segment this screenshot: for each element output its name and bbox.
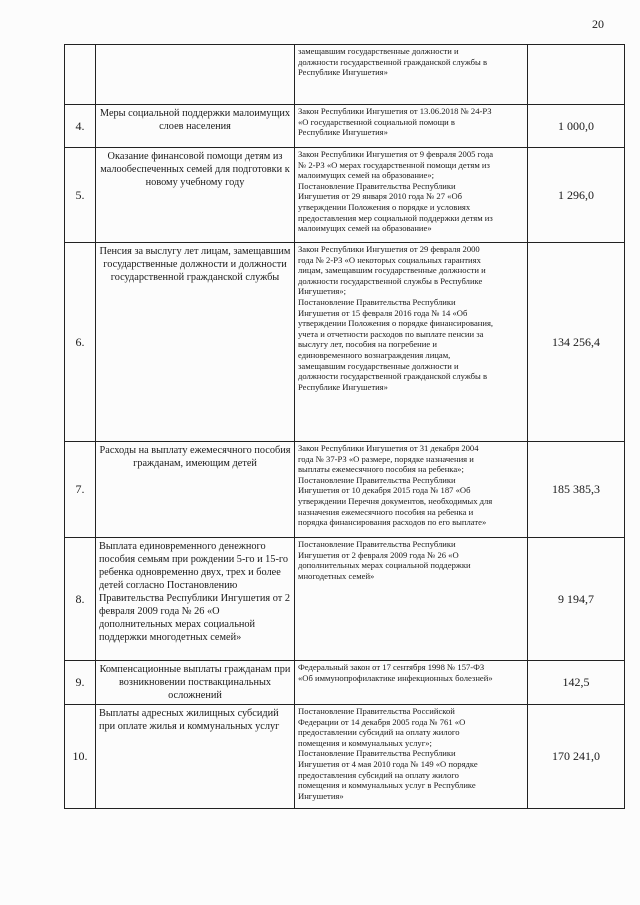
row-legal-basis: Постановление Правительства Республики Ингушетия от 2 февраля 2009 года № 26 «О дополнительных мерах социальной поддержки многодетных семей» — [295, 538, 528, 661]
row-amount: 142,5 — [528, 661, 625, 705]
row-number — [65, 45, 96, 105]
row-amount: 9 194,7 — [528, 538, 625, 661]
table-row — [65, 661, 625, 705]
row-legal-basis: замещавшим государственные должности и должности государственной гражданской службы в Республике Ингушетия» — [295, 45, 528, 105]
table-row — [65, 105, 625, 148]
row-amount: 170 241,0 — [528, 705, 625, 809]
row-name: Оказание финансовой помощи детям из малообеспеченных семей для подготовки к новому учебному году — [96, 148, 295, 243]
table-row — [65, 243, 625, 442]
row-amount: 1 000,0 — [528, 105, 625, 148]
row-name: Меры социальной поддержки малоимущих слоев населения — [96, 105, 295, 148]
table-row — [65, 148, 625, 243]
row-legal-basis: Федеральный закон от 17 сентября 1998 № 157-ФЗ «Об иммунопрофилактике инфекционных болезней» — [295, 661, 528, 705]
expenditure-table — [64, 44, 625, 809]
row-number: 10. — [65, 705, 96, 809]
row-number: 4. — [65, 105, 96, 148]
table-row — [65, 705, 625, 809]
row-name: Выплата единовременного денежного пособия семьям при рождении 5-го и 15-го ребенка одновременно двух, трех и более детей согласно Постановлению Правительства Республики Ингушетия от 2 февраля 2009 года № 26 «О дополнительных мерах социальной поддержки многодетных семей» — [96, 538, 295, 661]
row-name: Расходы на выплату ежемесячного пособия гражданам, имеющим детей — [96, 442, 295, 538]
row-legal-basis: Постановление Правительства Российской Федерации от 14 декабря 2005 года № 761 «О предоставлении субсидий на оплату жилого помещения и коммунальных услуг»; Постановление Правительства Республики Ингушетия от 4 мая 2010 года № 149 «О порядке предоставления субсидий на оплату жилого помещения и коммунальных услуг в Республике Ингушетия» — [295, 705, 528, 809]
row-number: 9. — [65, 661, 96, 705]
row-number: 6. — [65, 243, 96, 442]
row-name: Пенсия за выслугу лет лицам, замещавшим государственные должности и должности государственной гражданской службы — [96, 243, 295, 442]
row-legal-basis: Закон Республики Ингушетия от 9 февраля 2005 года № 2-РЗ «О мерах государственной помощи детям из малоимущих семей на образование»; Постановление Правительства Республики Ингушетия от 29 января 2010 года № 27 «Об утверждении Положения о порядке и условиях предоставления мер социальной поддержки детям из малоимущих семей на образование» — [295, 148, 528, 243]
row-legal-basis: Закон Республики Ингушетия от 13.06.2018 № 24-РЗ «О государственной социальной помощи в Республике Ингушетия» — [295, 105, 528, 148]
row-name: Компенсационные выплаты гражданам при возникновении поствакцинальных осложнений — [96, 661, 295, 705]
row-legal-basis: Закон Республики Ингушетия от 31 декабря 2004 года № 37-РЗ «О размере, порядке назначения и выплаты ежемесячного пособия на ребенка»; Постановление Правительства Республики Ингушетия от 10 декабря 2015 года № 187 «Об утверждении Перечня документов, необходимых для назначения ежемесячного пособия на ребенка и порядка финансирования расходов по его выплате» — [295, 442, 528, 538]
row-amount: 134 256,4 — [528, 243, 625, 442]
table-row — [65, 538, 625, 661]
table-row — [65, 45, 625, 105]
row-amount: 185 385,3 — [528, 442, 625, 538]
table-row — [65, 442, 625, 538]
row-legal-basis: Закон Республики Ингушетия от 29 февраля 2000 года № 2-РЗ «О некоторых социальных гарантиях лицам, замещавшим государственные должности и должности государственной службы в Республике Ингушетия»; Постановление Правительства Республики Ингушетия от 15 февраля 2016 года № 14 «Об утверждении Положения о порядке финансирования, учета и отчетности расходов по выплате пенсии за выслугу лет, пособия на погребение и единовременного вознаграждения лицам, замещавшим государственные должности и должности государственной гражданской службы в Республике Ингушетия» — [295, 243, 528, 442]
row-amount — [528, 45, 625, 105]
row-amount: 1 296,0 — [528, 148, 625, 243]
row-number: 8. — [65, 538, 96, 661]
row-number: 5. — [65, 148, 96, 243]
row-name — [96, 45, 295, 105]
row-name: Выплаты адресных жилищных субсидий при оплате жилья и коммунальных услуг — [96, 705, 295, 809]
row-number: 7. — [65, 442, 96, 538]
page-number: 20 — [592, 17, 604, 31]
